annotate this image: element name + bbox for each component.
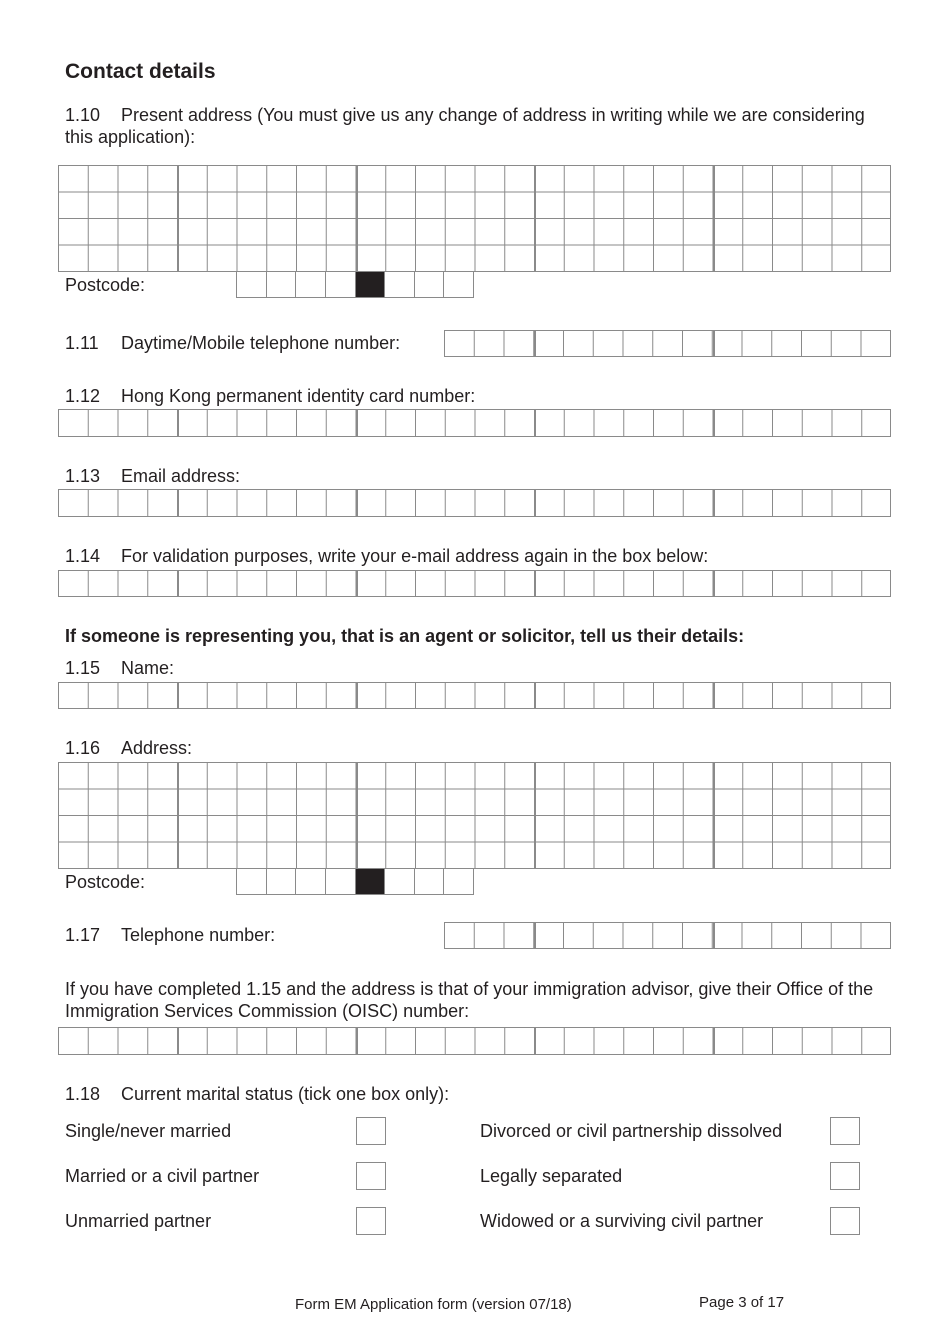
question-1-17 [65,924,275,946]
question-number: 1.16 [65,738,101,758]
representative-name-input[interactable] [58,682,891,709]
married-checkbox[interactable] [356,1162,386,1190]
question-1-15 [65,657,174,679]
hk-identity-card-input[interactable] [58,409,891,437]
question-text: Daytime/Mobile telephone number: [121,333,401,353]
postcode-label: Postcode: [65,275,146,295]
question-number: 1.15 [65,658,101,678]
question-number: 1.13 [65,466,101,486]
question-number: 1.12 [65,386,101,406]
question-number: 1.10 [65,105,101,125]
question-number: 1.14 [65,546,101,566]
option-separated-label: Legally separated [480,1166,623,1186]
daytime-telephone-input[interactable] [444,330,891,357]
email-confirm-input[interactable] [58,570,891,597]
question-1-16 [65,737,192,759]
unmarried-checkbox[interactable] [356,1207,386,1235]
postcode-label: Postcode: [65,872,146,892]
present-address-postcode-input[interactable] [236,271,474,298]
divorced-checkbox[interactable] [830,1117,860,1145]
representative-heading: If someone is representing you, that is an agent or solicitor, tell us their details: [65,626,745,646]
question-text: Current marital status (tick one box only): [121,1084,450,1104]
question-1-14 [65,545,708,567]
representative-postcode-input[interactable] [236,868,474,895]
question-number: 1.18 [65,1084,101,1104]
question-text: Telephone number: [121,925,276,945]
question-text: Name: [121,658,175,678]
present-address-grid[interactable] [58,165,891,272]
option-married-label: Married or a civil partner [65,1166,260,1186]
question-1-11 [65,332,400,354]
question-number: 1.11 [65,333,99,353]
oisc-instruction: If you have completed 1.15 and the address is that of your immigration advisor, give their Office of the Immigration Services Commission (OISC) number: [65,979,874,1021]
oisc-number-input[interactable] [58,1027,891,1055]
option-divorced-label: Divorced or civil partnership dissolved [480,1121,783,1141]
representative-address-grid[interactable] [58,762,891,869]
question-text: Address: [121,738,193,758]
question-text: For validation purposes, write your e-mail address again in the box below: [121,546,709,566]
question-1-10 [65,104,885,148]
widowed-checkbox[interactable] [830,1207,860,1235]
representative-telephone-input[interactable] [444,922,891,949]
footer-form-name: Form EM Application form (version 07/18) [295,1296,572,1313]
email-input[interactable] [58,489,891,517]
question-text: Email address: [121,466,241,486]
option-widowed-label: Widowed or a surviving civil partner [480,1211,764,1231]
question-1-13 [65,465,240,487]
question-1-18 [65,1083,449,1105]
option-single-label: Single/never married [65,1121,232,1141]
single-checkbox[interactable] [356,1117,386,1145]
question-1-12 [65,385,475,407]
question-number: 1.17 [65,925,101,945]
question-text: Present address (You must give us any change of address in writing while we are considering this application): [65,105,865,147]
footer-page-number: Page 3 of 17 [699,1294,785,1311]
option-unmarried-label: Unmarried partner [65,1211,212,1231]
section-title: Contact details [65,60,216,83]
separated-checkbox[interactable] [830,1162,860,1190]
question-text: Hong Kong permanent identity card number: [121,386,476,406]
